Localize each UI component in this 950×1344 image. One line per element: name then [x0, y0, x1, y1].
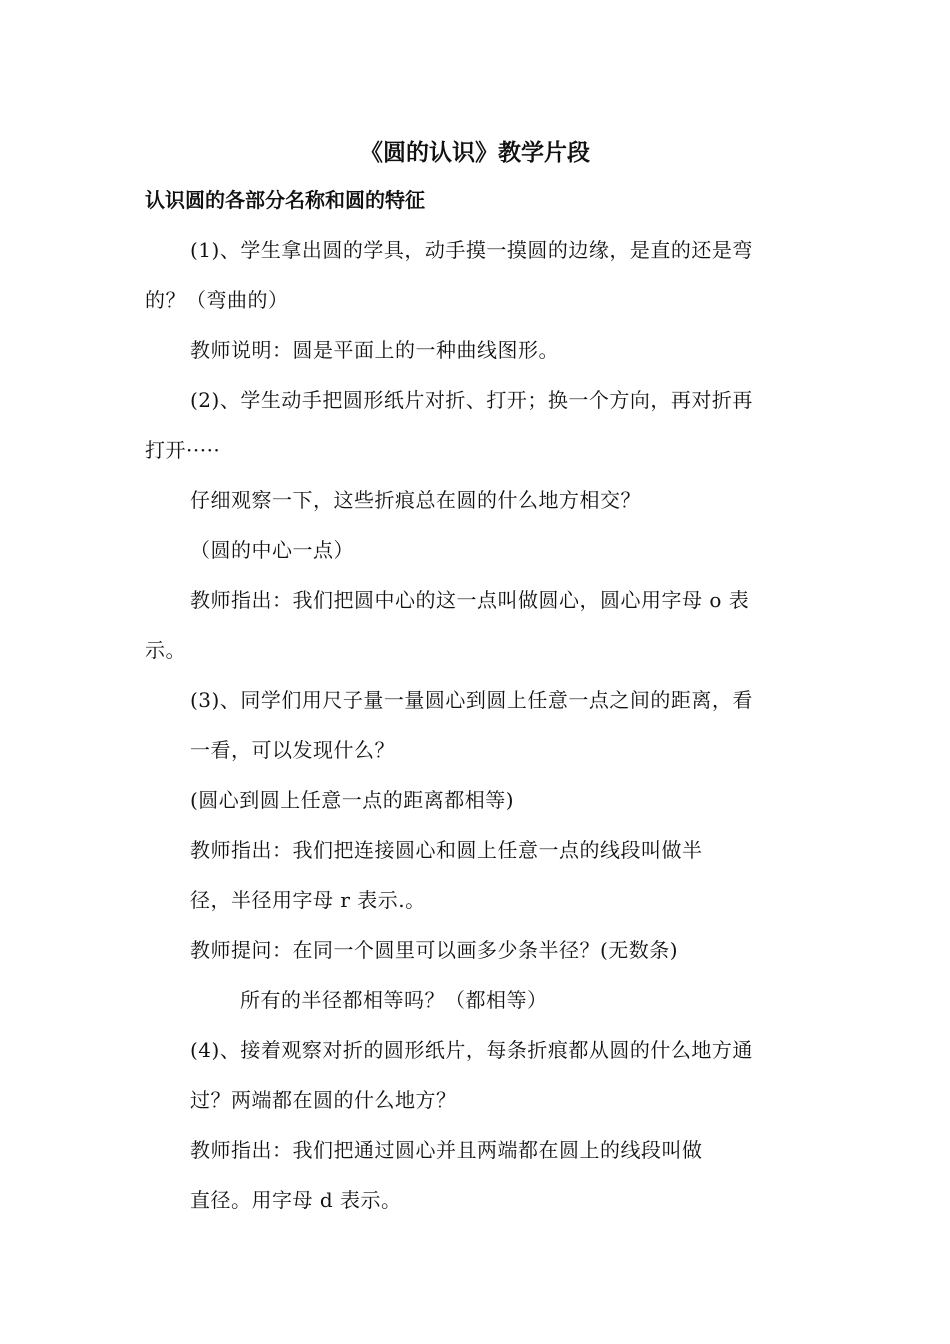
paragraph-line: 教师提问：在同一个圆里可以画多少条半径？(无数条) — [190, 938, 679, 962]
paragraph-line: 直径。用字母 d 表示。 — [190, 1188, 402, 1212]
paragraph-line: 所有的半径都相等吗？（都相等） — [240, 988, 548, 1012]
paragraph-line: 径，半径用字母 r 表示.。 — [190, 888, 426, 912]
paragraph-line: 过？两端都在圆的什么地方？ — [190, 1088, 457, 1112]
document-title: 《圆的认识》教学片段 — [360, 140, 590, 166]
paragraph-line: （圆的中心一点） — [190, 538, 354, 562]
paragraph-line: 的？（弯曲的） — [145, 288, 289, 312]
paragraph-line: (2)、学生动手把圆形纸片对折、打开；换一个方向，再对折再 — [190, 388, 753, 412]
paragraph-line: 教师指出：我们把连接圆心和圆上任意一点的线段叫做半 — [190, 838, 703, 862]
paragraph-line: 教师说明：圆是平面上的一种曲线图形。 — [190, 338, 559, 362]
section-heading: 认识圆的各部分名称和圆的特征 — [145, 188, 425, 212]
paragraph-line: 教师指出：我们把通过圆心并且两端都在圆上的线段叫做 — [190, 1138, 703, 1162]
paragraph-line: (圆心到圆上任意一点的距离都相等) — [190, 788, 515, 812]
paragraph-line: 打开····· — [145, 438, 221, 462]
paragraph-line: 示。 — [145, 638, 186, 662]
paragraph-line: (3)、同学们用尺子量一量圆心到圆上任意一点之间的距离，看 — [190, 688, 753, 712]
paragraph-line: 仔细观察一下，这些折痕总在圆的什么地方相交？ — [190, 488, 641, 512]
paragraph-line: (4)、接着观察对折的圆形纸片，每条折痕都从圆的什么地方通 — [190, 1038, 753, 1062]
paragraph-line: 教师指出：我们把圆中心的这一点叫做圆心，圆心用字母 o 表 — [190, 588, 750, 612]
paragraph-line: (1)、学生拿出圆的学具，动手摸一摸圆的边缘，是直的还是弯 — [190, 238, 753, 262]
paragraph-line: 一看，可以发现什么？ — [190, 738, 395, 762]
